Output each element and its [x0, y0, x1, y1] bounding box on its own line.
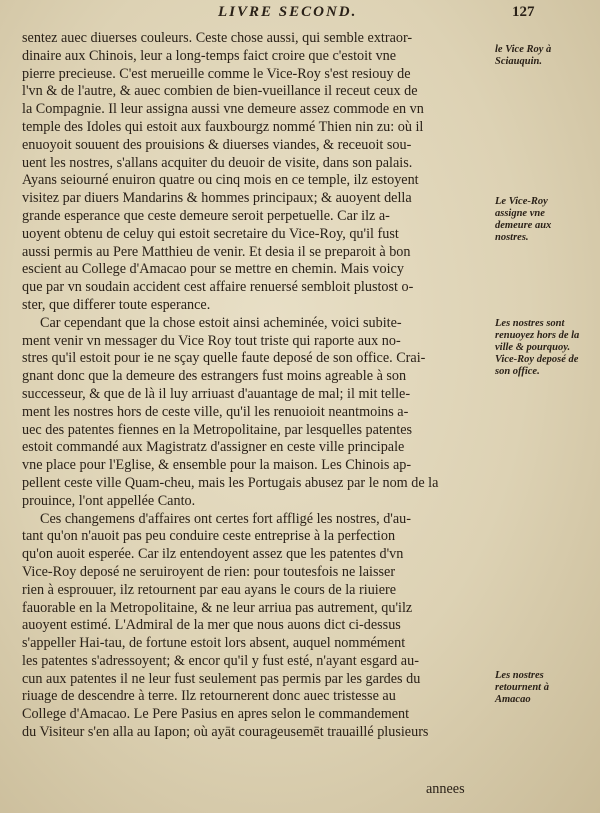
text-line: grande esperance que ceste demeure seroit perpetuelle. Car ilz a-	[22, 207, 390, 224]
text-line: rien à esprouuer, ilz retournent par eau ayans le cours de la riuiere	[22, 581, 397, 598]
text-line: successeur, & que de là il luy arriuast d'auantage de mal; il mit telle-	[22, 385, 411, 402]
text-line: uent les nostres, s'allans acquiter du deuoir de visite, dans son palais.	[22, 154, 413, 171]
text-line: Ayans seiourné enuiron quatre ou cinq mois en ce temple, ilz estoyent	[22, 172, 419, 189]
catchword: annees	[426, 781, 465, 797]
text-line: fauorable en la Metropolitaine, & ne leur arriua pas autrement, qu'ilz	[22, 599, 413, 616]
text-line: que par vn soudain accident cest affaire renuersé sembloit plustost o-	[22, 279, 414, 296]
text-line: uoyent obtenu de celuy qui estoit secretaire du Vice-Roy, qu'il fust	[22, 225, 399, 242]
text-line: ment venir vn messager du Vice Roy tout triste qui raporte aux no-	[22, 332, 401, 349]
text-line: auoyent estimé. L'Admiral de la mer que nous auons dict ci-dessus	[22, 617, 401, 634]
text-line: vne place pour l'Eglise, & ensemble pour la maison. Les Chinois ap-	[22, 457, 412, 474]
text-line: Ces changemens d'affaires ont certes fort affligé les nostres, d'au-	[40, 510, 411, 527]
paragraph-2	[22, 315, 492, 511]
text-line: les patentes s'adressoyent; & encor qu'il y fust esté, n'ayant esgard au-	[22, 652, 419, 669]
text-line: visitez par diuers Mandarins & hommes principaux; & auoyent della	[22, 190, 412, 207]
marginal-note: Le Vice-Roy assigne vne demeure aux nostres.	[495, 196, 552, 243]
text-line: uec des patentes fiennes en la Metropolitaine, par lesquelles patentes	[22, 421, 413, 438]
paragraph-3	[22, 511, 492, 742]
text-line: enuoyoit souuent des prouisions & diuerses viandes, & receuoit sou-	[22, 136, 412, 153]
text-line: Car cependant que la chose estoit ainsi acheminée, voici subite-	[40, 314, 402, 331]
text-line: prouince, l'ont appellée Canto.	[22, 492, 196, 509]
marginal-note: le Vice Roy à Sciauquin.	[495, 44, 552, 67]
text-line: stres qu'il estoit pour ie ne sçay quelle faute deposé de son office. Crai-	[22, 350, 426, 367]
text-line: sentez auec diuerses couleurs. Ceste chose aussi, qui semble extraor-	[22, 30, 413, 46]
text-line: temple des Idoles qui estoit aux fauxbourgz nommé Thien nin zu: où il	[22, 118, 424, 135]
text-line: tant qu'on n'auoit pas peu conduire ceste entreprise à la perfection	[22, 528, 396, 545]
text-line: riuage de descendre à terre. Ilz retournerent donc auec tristesse au	[22, 688, 396, 705]
text-line: qu'on auoit esperée. Car ilz entendoyent assez que les patentes d'vn	[22, 546, 404, 563]
text-line: l'vn & de l'autre, & auec combien de bien-vueillance il receut ceux de	[22, 83, 418, 100]
text-line: ment les nostres hors de ceste ville, qu'il les renuoioit neantmoins a-	[22, 403, 409, 420]
text-line: la Compagnie. Il leur assigna aussi vne demeure assez commode en vn	[22, 101, 424, 118]
page-number: 127	[512, 4, 535, 20]
text-line: pierre precieuse. C'est merueille comme le Vice-Roy s'est resiouy de	[22, 65, 411, 82]
text-line: escient au College d'Amacao pour se mettre en chemin. Mais voicy	[22, 261, 404, 278]
text-line: du Visiteur s'en alla au Iapon; où ayāt courageusemēt trauaillé plusieurs	[22, 724, 429, 741]
text-line: gnant donc que la demeure des estrangers fust moins agreable à son	[22, 368, 407, 385]
text-line: aussi permis au Pere Matthieu de venir. Et desia il se preparoit à bon	[22, 243, 411, 260]
text-line: ster, que differer toute esperance.	[22, 296, 211, 313]
marginal-note: Les nostres retournent à Amacao	[495, 670, 549, 705]
page-header	[0, 2, 600, 26]
paragraph-1	[22, 30, 492, 315]
text-line: pellent ceste ville Quam-cheu, mais les Portugais abusez par le nom de la	[22, 474, 439, 491]
running-head: LIVRE SECOND.	[218, 4, 358, 20]
text-line: dinaire aux Chinois, leur a long-temps faict croire que c'estoit vne	[22, 47, 397, 64]
main-text	[22, 30, 492, 742]
text-line: s'appeller Hai-tau, de fortune estoit lors absent, auquel nommément	[22, 635, 406, 652]
text-line: College d'Amacao. Le Pere Pasius en apres selon le commandement	[22, 706, 410, 723]
text-line: cun aux patentes il ne leur fust seulement pas permis par les gardes du	[22, 670, 421, 687]
marginal-note: Les nostres sont renuoyez hors de la ville & pourquoy. Vice-Roy deposé de son office.	[495, 318, 580, 377]
text-line: estoit commandé aux Magistratz d'assigner en ceste ville principale	[22, 439, 405, 456]
text-line: Vice-Roy deposé ne seruiroyent de rien: pour toutesfois ne laisser	[22, 563, 396, 580]
